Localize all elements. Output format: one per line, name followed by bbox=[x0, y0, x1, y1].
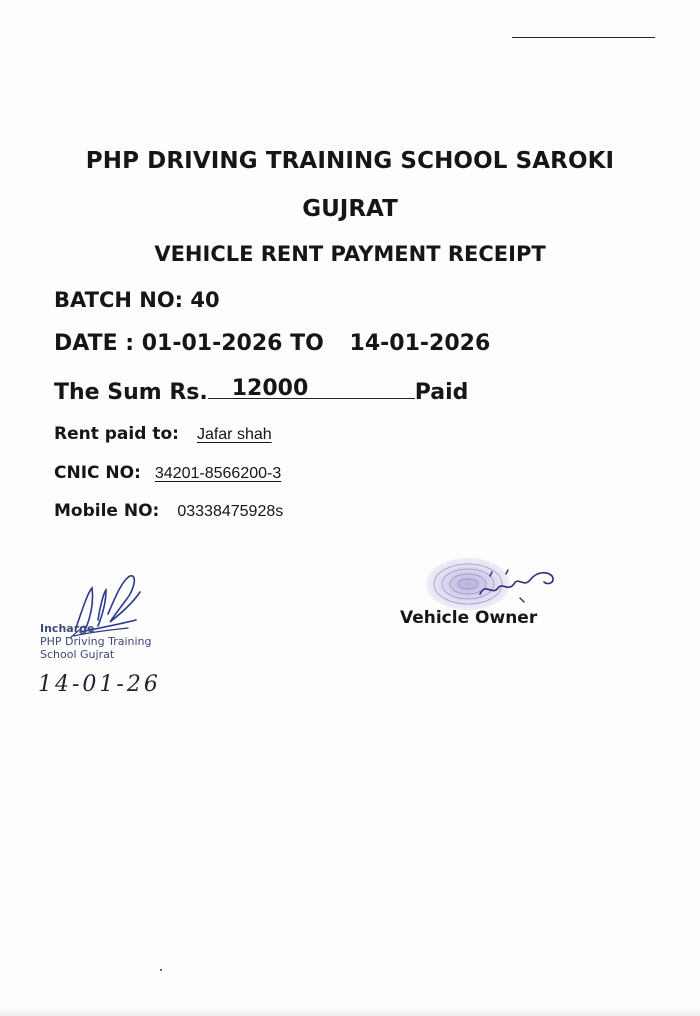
mobile-label: Mobile NO: bbox=[54, 501, 160, 521]
batch-number: 40 bbox=[190, 288, 220, 312]
date-to-label: TO bbox=[290, 331, 324, 356]
batch-row bbox=[54, 288, 220, 312]
handwritten-date: 14-01-26 bbox=[38, 672, 161, 697]
rent-paid-to-value: Jafar shah bbox=[196, 426, 272, 443]
sum-label: The Sum Rs. bbox=[54, 380, 208, 405]
stamp-line-school: PHP Driving Training bbox=[40, 635, 152, 648]
rent-paid-to-row bbox=[54, 424, 272, 444]
incharge-stamp bbox=[40, 622, 152, 661]
sum-row bbox=[54, 376, 468, 405]
date-from: 01-01-2026 bbox=[141, 331, 283, 356]
school-name-line1: PHP DRIVING TRAINING SCHOOL SAROKI bbox=[85, 148, 615, 174]
date-row bbox=[54, 331, 490, 356]
vehicle-owner-label: Vehicle Owner bbox=[400, 608, 538, 628]
stamp-line-city: School Gujrat bbox=[40, 648, 115, 661]
batch-label: BATCH NO: bbox=[54, 288, 184, 312]
top-rule-line bbox=[512, 37, 655, 38]
sum-blank-line bbox=[208, 376, 415, 399]
sum-amount: 12000 bbox=[231, 376, 309, 401]
date-label: DATE : bbox=[54, 331, 135, 356]
receipt-title: VEHICLE RENT PAYMENT RECEIPT bbox=[154, 242, 546, 266]
sum-paid-label: Paid bbox=[414, 380, 469, 405]
scan-edge bbox=[0, 1010, 700, 1016]
stamp-line-incharge: Incharge bbox=[40, 622, 95, 635]
cnic-row bbox=[54, 463, 281, 483]
school-name-line2: GUJRAT bbox=[302, 196, 398, 222]
speck bbox=[160, 969, 162, 971]
date-to: 14-01-2026 bbox=[349, 331, 491, 356]
mobile-row bbox=[54, 501, 283, 521]
mobile-value: 03338475928s bbox=[177, 503, 284, 520]
rent-paid-to-label: Rent paid to: bbox=[54, 424, 179, 444]
cnic-value: 34201-8566200-3 bbox=[154, 465, 282, 482]
cnic-label: CNIC NO: bbox=[54, 463, 141, 483]
